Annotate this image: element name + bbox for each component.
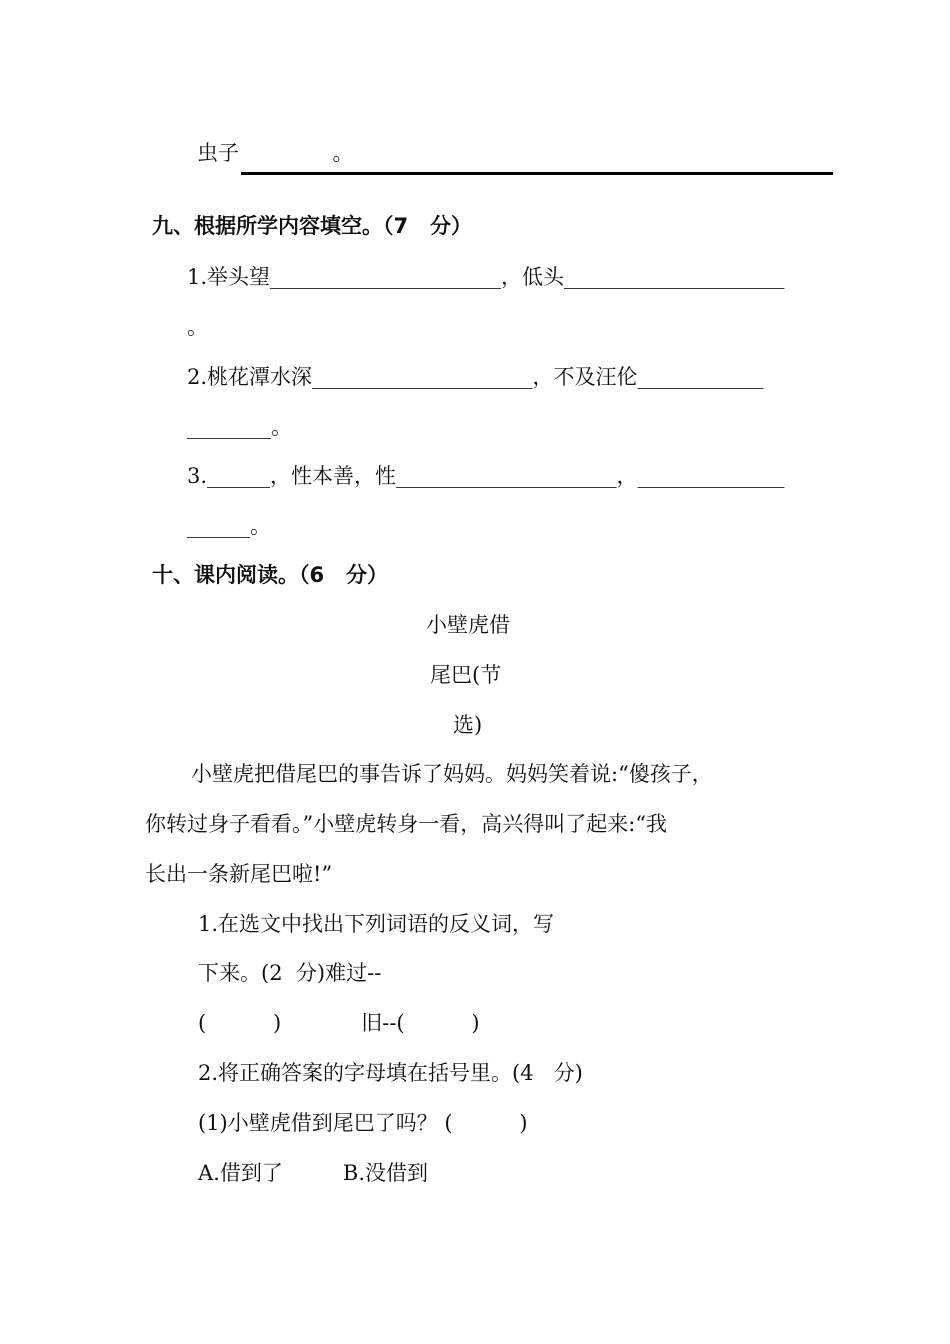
section-10-heading: 十、课内阅读。（6 分） <box>152 563 389 587</box>
previous-answer-line: 虫子 。 <box>197 141 354 165</box>
section-9-heading: 九、根据所学内容填空。（7 分） <box>152 214 473 238</box>
section-9-question-3: 3.______，性本善，性_____________________，______________ <box>187 464 785 488</box>
reading-question-2: 2.将正确答案的字母填在括号里。(4 分) <box>198 1061 583 1085</box>
section-9-question-2: 2.桃花潭水深_____________________，不及汪伦____________ <box>187 365 764 389</box>
reading-question-2-options: A.借到了 B.没借到 <box>198 1161 429 1185</box>
reading-title-line-3: 选) <box>453 713 483 737</box>
reading-title-line-1: 小壁虎借 <box>426 613 510 637</box>
passage-line-1: 小壁虎把借尾巴的事告诉了妈妈。妈妈笑着说:“傻孩子， <box>191 762 713 786</box>
reading-question-2-sub-1: (1)小壁虎借到尾巴了吗？ ( ) <box>198 1111 528 1135</box>
section-9-question-3-end: ______。 <box>187 514 271 538</box>
passage-line-2: 你转过身子看看。”小壁虎转身一看，高兴得叫了起来:“我 <box>145 812 668 836</box>
section-9-question-1: 1.举头望______________________，低头_____________________ <box>187 265 785 289</box>
section-9-question-2-end: ________。 <box>187 415 292 439</box>
reading-question-1-answers: ( ) 旧--( ) <box>198 1011 480 1035</box>
reading-question-1-line-1: 1.在选文中找出下列词语的反义词，写 <box>198 912 555 936</box>
section-9-question-1-end: 。 <box>187 315 208 339</box>
reading-title-line-2: 尾巴(节 <box>430 663 502 687</box>
answer-underline <box>241 172 833 175</box>
passage-line-3: 长出一条新尾巴啦!” <box>145 862 333 886</box>
reading-question-1-line-2: 下来。(2 分)难过-- <box>198 961 382 985</box>
